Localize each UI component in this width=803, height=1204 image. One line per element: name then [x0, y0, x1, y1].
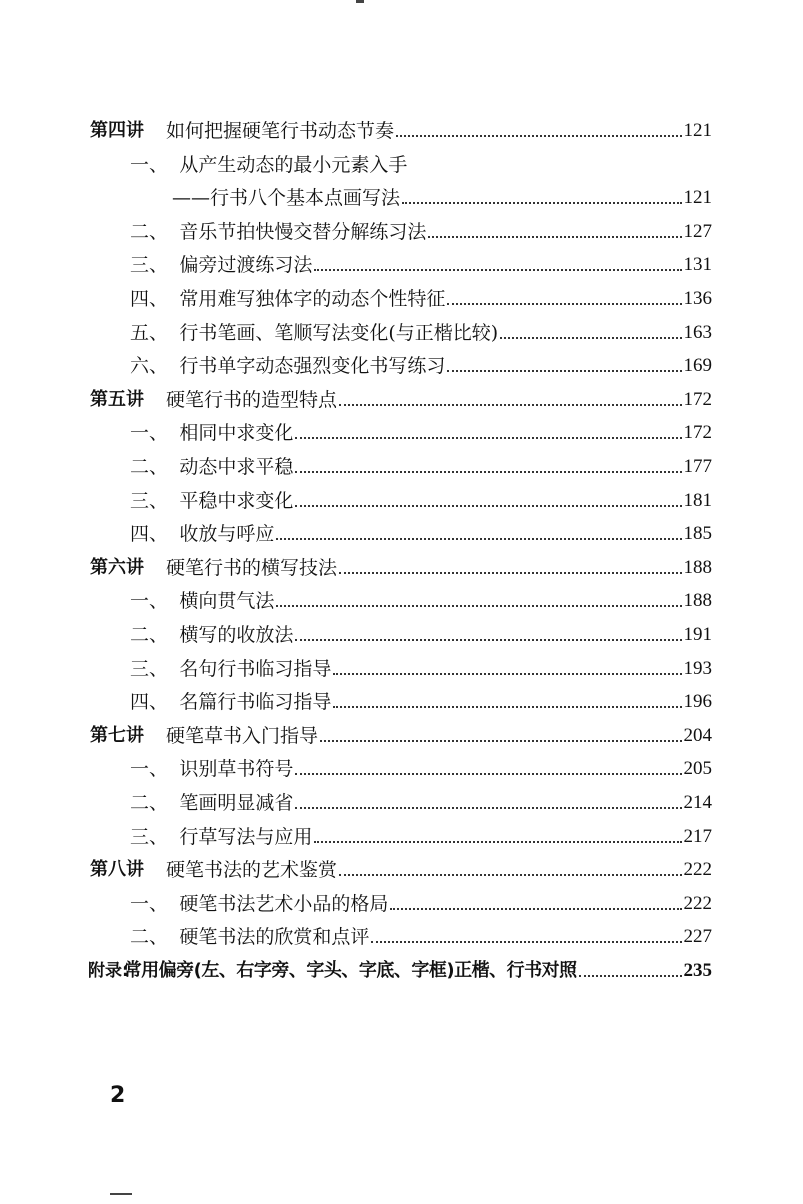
toc-section-row	[130, 885, 712, 915]
scan-mark-bottom	[110, 1193, 132, 1195]
toc-entry-title: 硬笔书法的欣赏和点评	[179, 926, 370, 949]
toc-entry-page: 185	[683, 523, 712, 545]
toc-entry-number: 第六讲	[90, 556, 144, 578]
toc-section-row	[130, 414, 712, 444]
toc-entry-title: 笔画明显减省	[179, 792, 294, 814]
toc-section-row	[130, 818, 712, 848]
toc-entry-page: 121	[683, 120, 712, 141]
toc-entry-number: 附录:	[88, 961, 129, 981]
toc-section-row	[130, 146, 712, 176]
toc-entry-title: 音乐节拍快慢交替分解练习法	[179, 220, 427, 243]
toc-entry-page: 188	[683, 556, 712, 578]
toc-entry-page: 204	[683, 724, 712, 746]
toc-section-row	[130, 650, 712, 680]
dot-leader	[447, 303, 681, 305]
toc-entry-number: 三、	[130, 254, 169, 277]
toc-entry-page: 193	[683, 657, 712, 679]
toc-entry-title: 识别草书符号	[179, 758, 294, 781]
toc-section-row	[130, 482, 712, 512]
toc-entry-title: 硬笔书法艺术小品的格局	[179, 892, 389, 915]
toc-entry-page: 205	[683, 758, 712, 780]
scan-mark-top	[356, 0, 364, 3]
toc-entry-page: 177	[683, 456, 712, 477]
toc-entry-title: 相同中求变化	[179, 422, 294, 445]
toc-entry-page: 131	[683, 254, 712, 276]
toc-entry-number: 二、	[130, 792, 169, 814]
toc-entry-page: 217	[683, 825, 712, 847]
toc-entry-title: 名篇行书临习指导	[179, 691, 332, 714]
dot-leader	[396, 135, 681, 137]
toc-entry-page: 181	[683, 489, 712, 511]
toc-entry-number: 三、	[130, 825, 169, 848]
dot-leader	[428, 236, 681, 238]
dot-leader	[295, 505, 681, 507]
toc-entry-page: 169	[683, 355, 712, 377]
dot-leader	[371, 941, 681, 943]
toc-entry-number: 一、	[130, 153, 169, 176]
toc-entry-number: 二、	[130, 624, 169, 646]
toc-entry-title: 行草写法与应用	[179, 825, 313, 848]
toc-section-row	[130, 448, 712, 478]
toc-entry-title: 横写的收放法	[179, 624, 294, 646]
toc-entry-number: 六、	[130, 355, 169, 378]
dot-leader	[320, 740, 681, 742]
toc-entry-number: 第八讲	[90, 859, 144, 881]
toc-entry-title: 硬笔行书的造型特点	[166, 388, 338, 411]
toc-entry-number: 三、	[130, 657, 169, 680]
toc-entry-title: 常用难写独体字的动态个性特征	[179, 288, 446, 310]
dot-leader	[295, 773, 681, 775]
toc-entry-title: 平稳中求变化	[179, 489, 294, 512]
toc-lecture-row	[90, 381, 712, 411]
toc-entry-number: 一、	[130, 892, 169, 915]
toc-entry-title: 硬笔草书入门指导	[166, 724, 319, 747]
toc-section-row	[130, 246, 712, 276]
toc-entry-page: 196	[683, 691, 712, 713]
toc-entry-page: 222	[683, 859, 712, 881]
dot-leader	[339, 572, 681, 574]
toc-entry-title: 常用偏旁(左、右字旁、字头、字底、字框)正楷、行书对照	[123, 960, 577, 981]
toc-entry-title: 硬笔行书的横写技法	[166, 556, 338, 579]
toc-entry-number: 一、	[130, 422, 169, 445]
toc-entry-page: 136	[683, 288, 712, 309]
toc-entry-number: 二、	[130, 456, 169, 478]
toc-entry-number: 第七讲	[90, 724, 144, 746]
toc-entry-number: 二、	[130, 926, 169, 949]
toc-entry-number: 五、	[130, 321, 169, 344]
toc-entry-title: 行书单字动态强烈变化书写练习	[179, 355, 446, 378]
toc-section-row	[130, 683, 712, 713]
toc-entry-title: 动态中求平稳	[179, 456, 294, 478]
dot-leader	[500, 337, 681, 339]
toc-section-row	[130, 918, 712, 948]
dot-leader	[295, 807, 681, 809]
toc-entry-page: 172	[683, 388, 712, 410]
dot-leader	[402, 202, 681, 204]
dot-leader	[276, 538, 681, 540]
toc-section-row	[130, 347, 712, 377]
toc-appendix-row	[88, 952, 712, 982]
toc-lecture-row	[90, 112, 712, 142]
toc-entry-number: 四、	[130, 691, 169, 714]
toc-entry-page: 188	[683, 590, 712, 612]
dot-leader	[447, 370, 681, 372]
toc-entry-number: 四、	[130, 523, 169, 546]
toc-entry-title: 行书笔画、笔顺写法变化(与正楷比较)	[179, 321, 499, 344]
toc-lecture-row	[90, 717, 712, 747]
toc-entry-page: 163	[683, 321, 712, 343]
toc-entry-title: 如何把握硬笔行书动态节奏	[166, 120, 395, 142]
toc-section-row	[130, 582, 712, 612]
toc-entry-number: 一、	[130, 590, 169, 613]
toc-section-row	[130, 213, 712, 243]
toc-entry-title: 偏旁过渡练习法	[179, 254, 313, 277]
toc-entry-page: 127	[683, 220, 712, 242]
toc-entry-page: 172	[683, 422, 712, 444]
toc-entry-page: 227	[683, 926, 712, 948]
dot-leader	[339, 874, 681, 876]
dot-leader	[390, 908, 681, 910]
toc-entry-page: 121	[683, 187, 712, 209]
toc-entry-title: ——行书八个基本点画写法	[172, 187, 401, 210]
toc-section-row	[130, 784, 712, 814]
toc-entry-title: 横向贯气法	[179, 590, 275, 613]
dot-leader	[333, 673, 681, 675]
toc-entry-page: 191	[683, 624, 712, 645]
dot-leader	[295, 471, 681, 473]
dot-leader	[314, 269, 681, 271]
toc-entry-page: 222	[683, 892, 712, 914]
dot-leader	[295, 437, 681, 439]
dot-leader	[276, 605, 681, 607]
toc-entry-title: 从产生动态的最小元素入手	[179, 153, 408, 176]
toc-section-row	[130, 750, 712, 780]
toc-entry-page: 235	[683, 960, 712, 981]
toc-entry-number: 四、	[130, 288, 169, 310]
toc-entry-number: 第四讲	[90, 120, 144, 141]
dot-leader	[579, 975, 682, 977]
page-number: 2	[110, 1083, 126, 1108]
toc-entry-number: 二、	[130, 220, 169, 243]
toc-section-row	[130, 616, 712, 646]
dot-leader	[295, 639, 681, 641]
toc-entry-number: 三、	[130, 489, 169, 512]
toc-lecture-row	[90, 549, 712, 579]
dot-leader	[314, 841, 681, 843]
dot-leader	[333, 706, 681, 708]
toc-section-row	[130, 314, 712, 344]
toc-entry-title: 收放与呼应	[179, 523, 275, 546]
toc-entry-number: 第五讲	[90, 388, 144, 410]
toc-section-row	[130, 280, 712, 310]
toc-entry-title: 硬笔书法的艺术鉴赏	[166, 859, 338, 882]
toc-lecture-row	[90, 851, 712, 881]
toc-entry-page: 214	[683, 792, 712, 813]
toc-entry-number: 一、	[130, 758, 169, 781]
toc-section-row	[130, 515, 712, 545]
toc-entry-title: 名句行书临习指导	[179, 657, 332, 680]
toc-section-row	[172, 179, 712, 209]
dot-leader	[339, 404, 681, 406]
